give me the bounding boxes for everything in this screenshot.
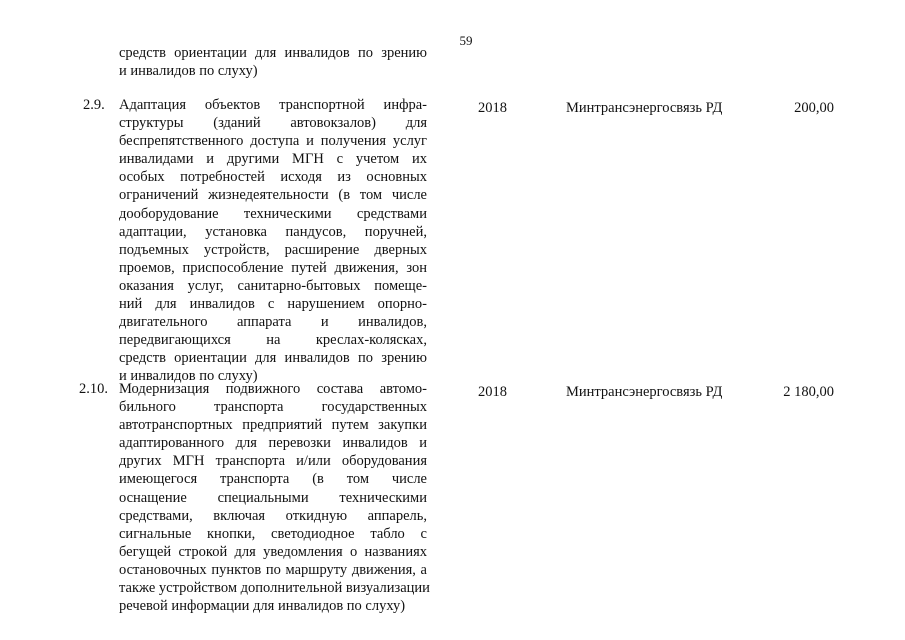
row-agency: Минтрансэнергосвязь РД — [566, 384, 723, 400]
row-description — [119, 96, 427, 386]
description-line: Адаптация объектов транспортной инфра- — [119, 97, 427, 113]
description-line: имеющегося транспорта (в том числе — [119, 471, 427, 488]
description-line: бильного транспорта государственных — [119, 399, 427, 416]
description-line: особых потребностей исходя из основных — [119, 169, 427, 186]
description-line: также устройством дополнительной визуализации — [119, 580, 430, 597]
description-line: средств ориентации для инвалидов по зрению — [119, 45, 427, 61]
description-line: ограничений жизнедеятельности (в том числе — [119, 187, 427, 204]
description-line: инвалидами и другими МГН с учетом их — [119, 151, 427, 168]
description-line: и инвалидов по слуху) — [119, 63, 258, 80]
description-line: средств ориентации для инвалидов по зрению — [119, 350, 427, 367]
row-description — [119, 380, 430, 615]
description-line: остановочных пунктов по маршруту движения, а — [119, 561, 427, 578]
continuation-text — [119, 44, 427, 80]
description-line: автотранспортных предприятий путем закупки — [119, 417, 427, 434]
row-number: 2.9. — [83, 97, 105, 113]
description-line: адаптации, установка пандусов, поручней, — [119, 223, 427, 240]
description-line: оказания услуг, санитарно-бытовых помеще- — [119, 277, 427, 294]
row-number: 2.10. — [79, 381, 108, 397]
description-line: адаптированного для перевозки инвалидов и — [119, 435, 427, 452]
row-amount: 200,00 — [794, 100, 834, 116]
description-line: средствами, включая откидную аппарель, — [119, 507, 427, 524]
description-line: беспрепятственного доступа и получения услуг — [119, 133, 427, 150]
description-line: проемов, приспособление путей движения, зон — [119, 259, 427, 276]
description-line: оснащение специальными техническими — [119, 489, 427, 506]
description-line: подъемных устройств, расширение дверных — [119, 241, 427, 258]
description-line: сигнальные кнопки, светодиодное табло с — [119, 525, 427, 542]
row-year: 2018 — [478, 384, 507, 400]
description-line: структуры (зданий автовокзалов) для — [119, 115, 427, 132]
row-agency: Минтрансэнергосвязь РД — [566, 100, 723, 116]
row-amount: 2 180,00 — [783, 384, 834, 400]
description-line: двигательного аппарата и инвалидов, — [119, 314, 427, 331]
description-line: передвигающихся на креслах-колясках, — [119, 332, 427, 349]
description-line: дооборудование техническими средствами — [119, 205, 427, 222]
description-line: ний для инвалидов с нарушением опорно- — [119, 296, 427, 313]
description-line: Модернизация подвижного состава автомо- — [119, 381, 427, 397]
description-line: бегущей строкой для уведомления о названиях — [119, 543, 427, 560]
description-line: речевой информации для инвалидов по слуху) — [119, 598, 406, 615]
row-year: 2018 — [478, 100, 507, 116]
description-line: и инвалидов по слуху) — [119, 368, 258, 385]
page-number: 59 — [459, 33, 473, 48]
description-line: других МГН транспорта и/или оборудования — [119, 453, 427, 470]
